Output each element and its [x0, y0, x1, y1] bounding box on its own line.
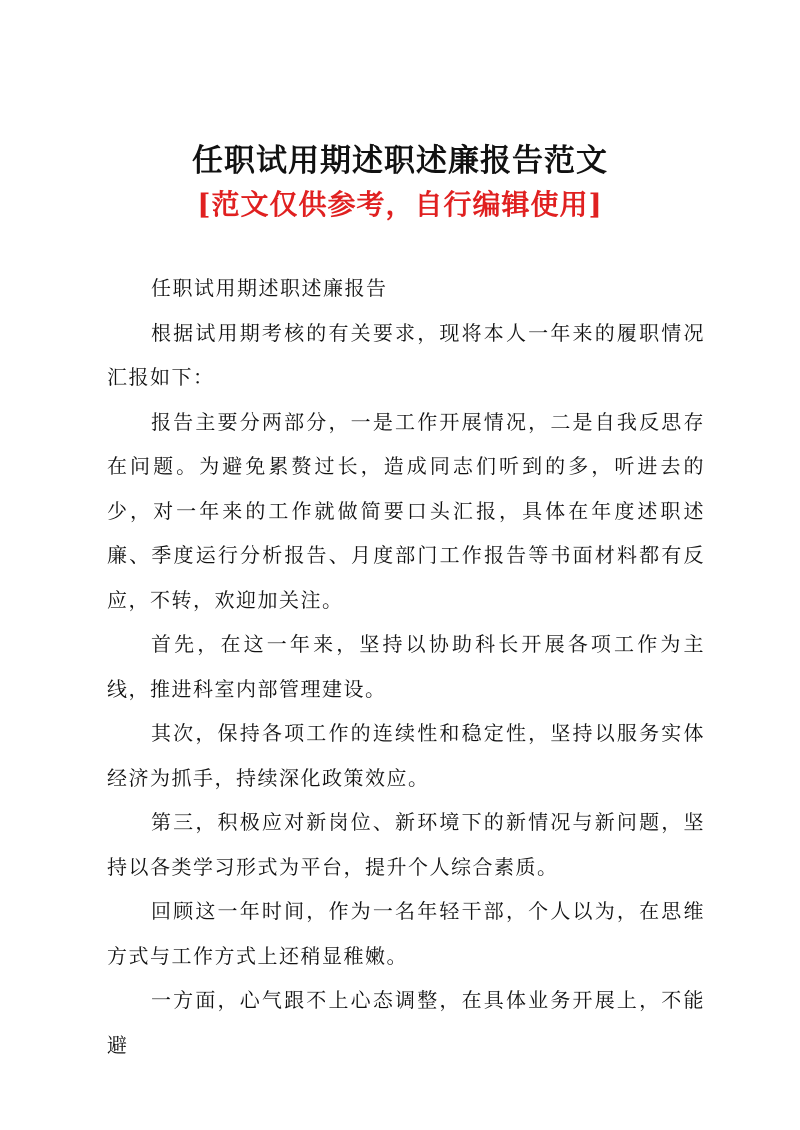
paragraph-review: 回顾这一年时间，作为一名年轻干部，个人以为，在思维方式与工作方式上还稍显稚嫩。: [107, 899, 705, 968]
paragraph-third: 第三，积极应对新岗位、新环境下的新情况与新问题，坚持以各类学习形式为平台，提升个人综合素质。: [107, 810, 705, 879]
paragraph-aspect-one: 一方面，心气跟不上心态调整，在具体业务开展上，不能避: [107, 988, 705, 1057]
document-subtitle: [范文仅供参考，自行编辑使用]: [197, 188, 603, 221]
paragraph-heading: 任职试用期述职述廉报告: [151, 276, 388, 300]
paragraph-structure: 报告主要分两部分，一是工作开展情况，二是自我反思存在问题。为避免累赘过长，造成同志们听到的多，听进去的少，对一年来的工作就做简要口头汇报，具体在年度述职述廉、季度运行分析报告、月度部门工作报告等书面材料都有反应，不转，欢迎加关注。: [107, 409, 705, 612]
paragraph-intro: 根据试用期考核的有关要求，现将本人一年来的履职情况汇报如下：: [107, 320, 705, 389]
document-body: [107, 266, 705, 1067]
document-title: 任职试用期述职述廉报告范文: [192, 143, 608, 179]
paragraph-second: 其次，保持各项工作的连续性和稳定性，坚持以服务实体经济为抓手，持续深化政策效应。: [107, 721, 705, 790]
paragraph-first: 首先，在这一年来，坚持以协助科长开展各项工作为主线，推进科室内部管理建设。: [107, 632, 705, 701]
